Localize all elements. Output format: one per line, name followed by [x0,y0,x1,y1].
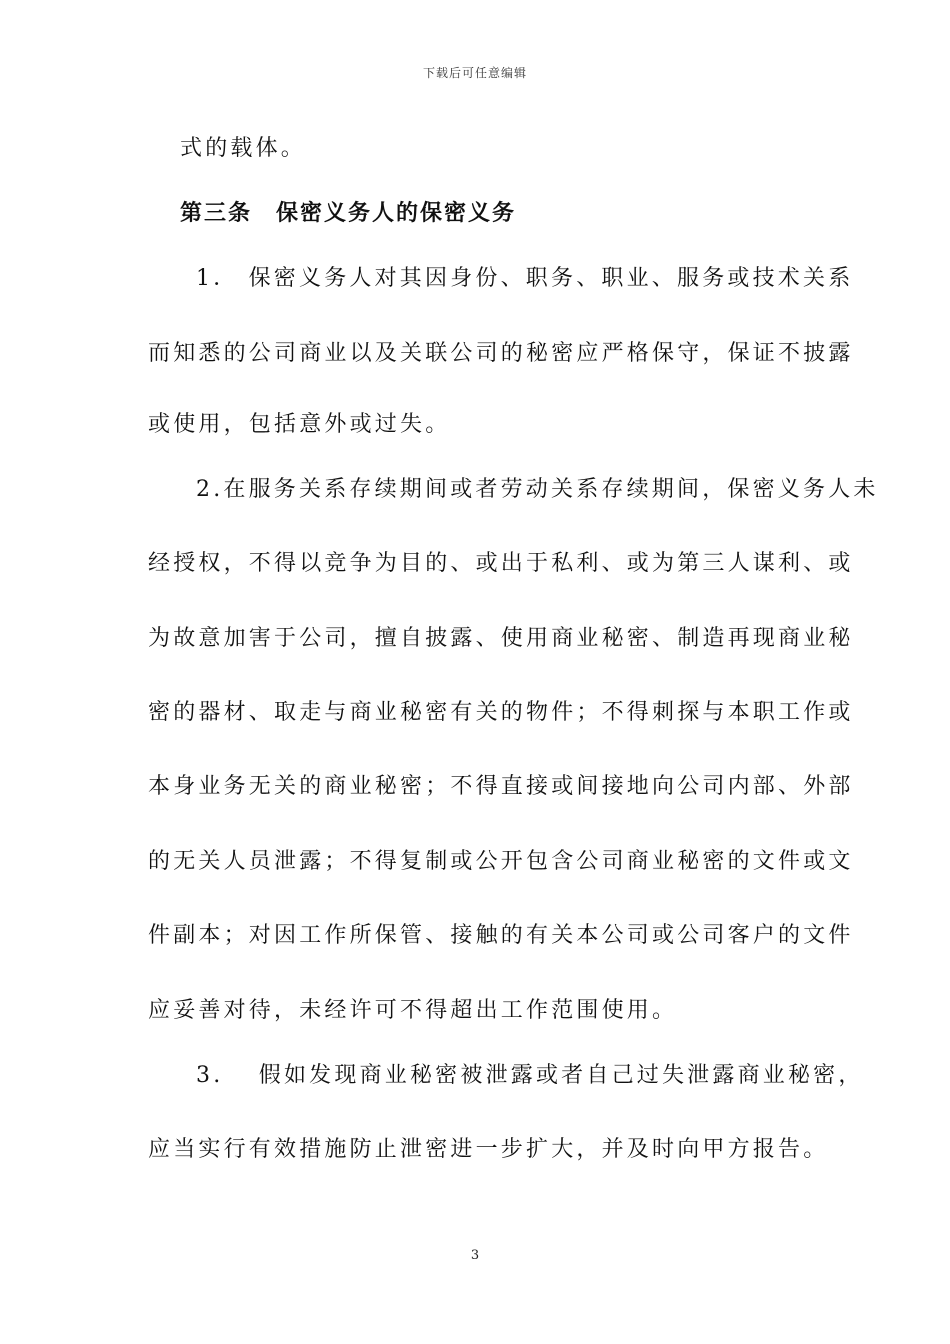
clause-2-line-7: 件副本；对因工作所保管、接触的有关本公司或公司客户的文件 [148,923,854,948]
clause-2-line-6: 的无关人员泄露；不得复制或公开包含公司商业秘密的文件或文 [148,849,854,874]
page-number: 3 [470,1248,480,1263]
clause-3-line-2: 应当实行有效措施防止泄密进一步扩大，并及时向甲方报告。 [148,1137,829,1162]
clause-2-line-8: 应妥善对待，未经许可不得超出工作范围使用。 [148,998,678,1023]
clause-2-line-4: 密的器材、取走与商业秘密有关的物件；不得刺探与本职工作或 [148,700,854,725]
clause-3-line-1: 3. 假如发现商业秘密被泄露或者自己过失泄露商业秘密， [196,1063,864,1088]
clause-1-line-1: 1． 保密义务人对其因身份、职务、职业、服务或技术关系 [196,266,854,291]
clause-2-line-2: 经授权，不得以竞争为目的、或出于私利、或为第三人谋利、或 [148,551,854,576]
clause-1-line-3: 或使用，包括意外或过失。 [148,412,451,437]
page-header: 下载后可任意编辑 [422,66,527,80]
clause-2-line-5: 本身业务无关的商业秘密；不得直接或间接地向公司内部、外部 [148,774,854,799]
clause-2-line-3: 为故意加害于公司，擅自披露、使用商业秘密、制造再现商业秘 [148,626,854,651]
body-line-continuation: 式的载体。 [180,136,307,161]
clause-1-line-2: 而知悉的公司商业以及关联公司的秘密应严格保守，保证不披露 [148,341,854,366]
clause-2-line-1: 2.在服务关系存续期间或者劳动关系存续期间，保密义务人未 [196,477,879,502]
section-heading-article-3: 第三条 保密义务人的保密义务 [180,201,517,226]
